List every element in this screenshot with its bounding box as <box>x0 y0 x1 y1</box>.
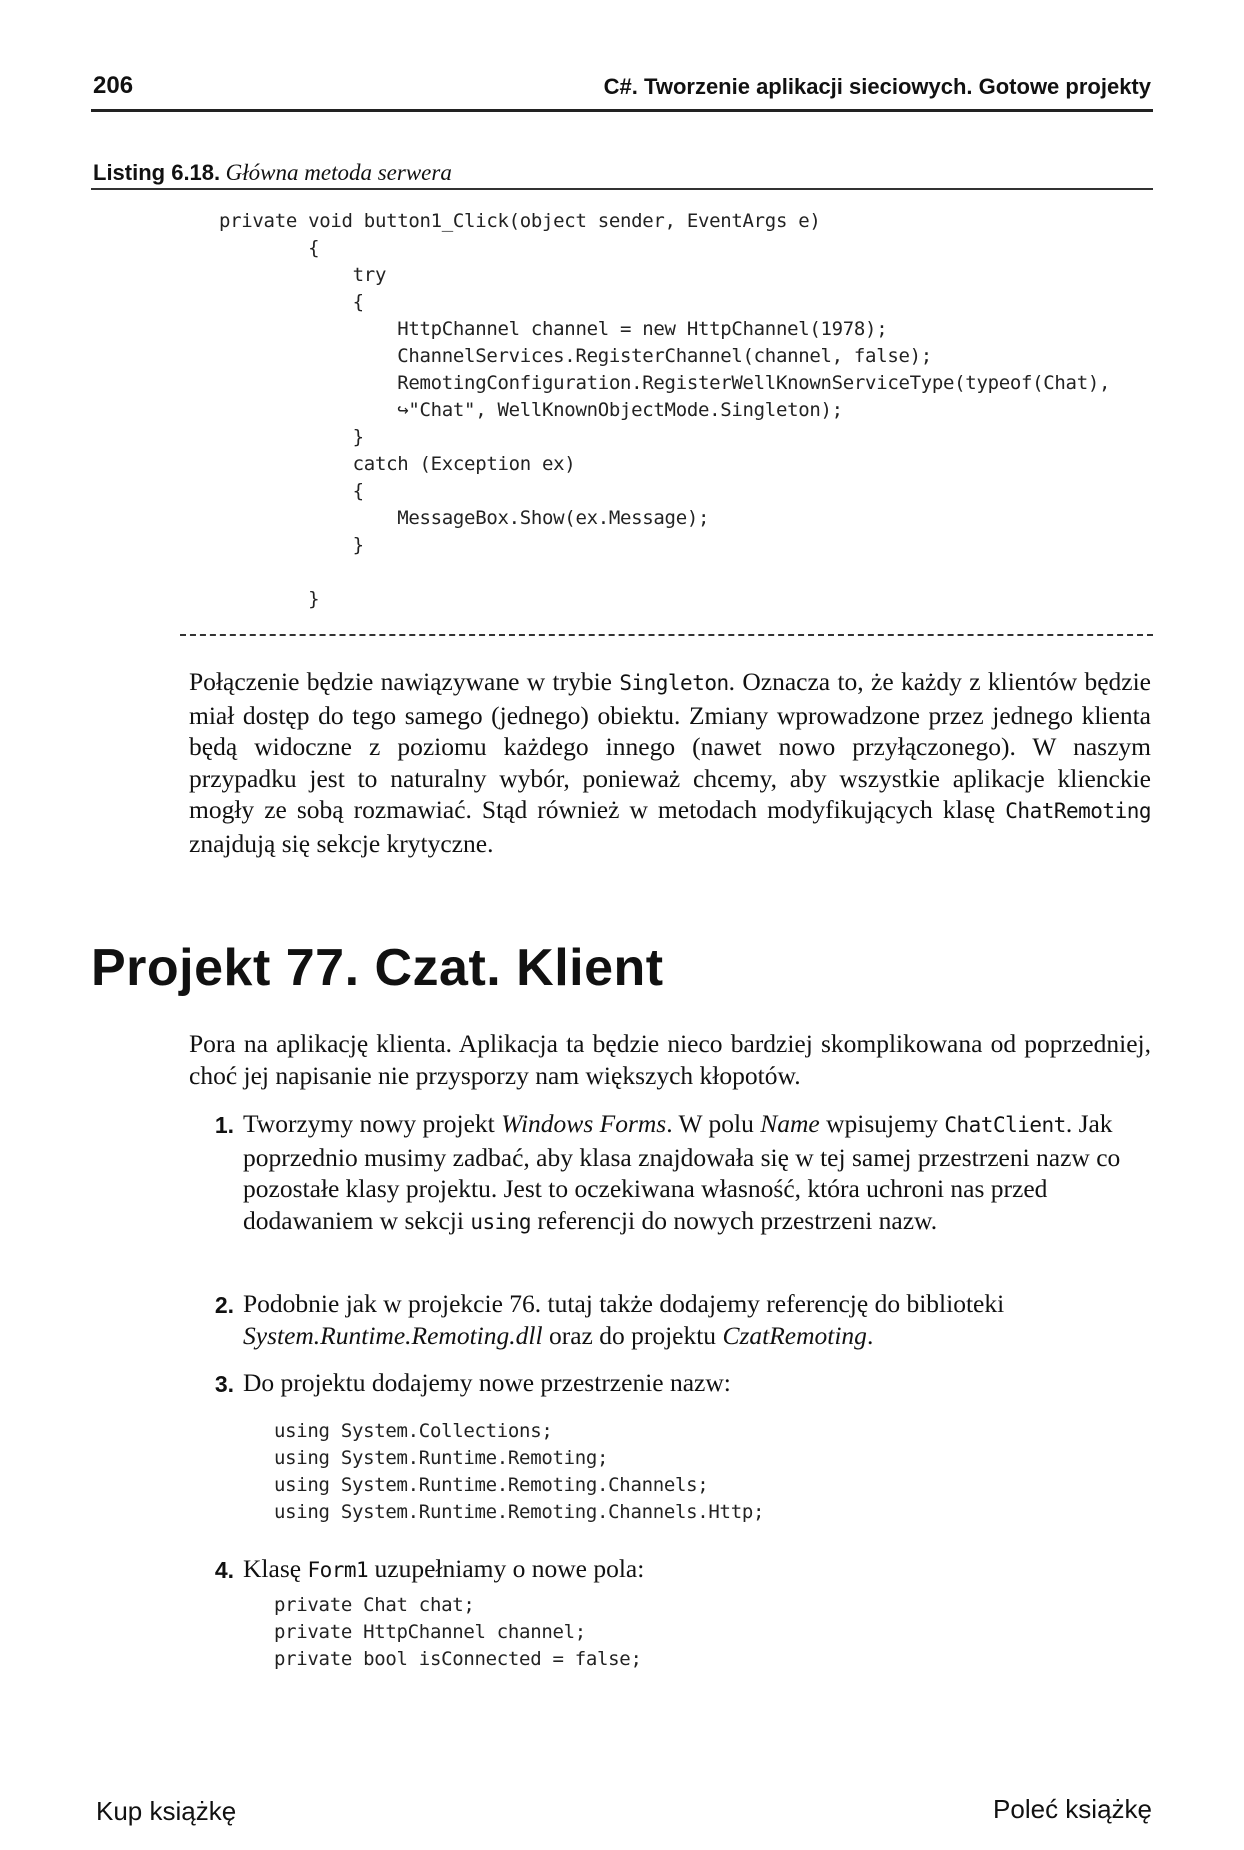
inline-code: ChatClient <box>944 1113 1066 1137</box>
step-number: 2. <box>214 1292 234 1318</box>
code-line: private Chat chat; <box>274 1594 475 1616</box>
step-text <box>243 1553 1123 1587</box>
code-line: using System.Runtime.Remoting.Channels.Http; <box>274 1501 765 1523</box>
inline-code: Form1 <box>307 1558 369 1582</box>
code-line: } <box>219 426 364 448</box>
emphasis: Name <box>760 1109 820 1138</box>
step-text <box>243 1288 1123 1351</box>
inline-code: Singleton <box>619 671 729 695</box>
text-run: oraz do projektu <box>542 1320 723 1350</box>
listing-rule-bottom <box>180 634 1153 636</box>
step-number: 4. <box>214 1557 234 1583</box>
text-run: wpisujemy <box>819 1109 945 1138</box>
code-line: private HttpChannel channel; <box>274 1621 586 1643</box>
text-run: uzupełniamy o nowe pola: <box>368 1554 645 1583</box>
body-paragraph <box>189 666 1151 859</box>
text-run: . W polu <box>666 1109 761 1138</box>
emphasis: System.Runtime.Remoting.dll <box>243 1320 543 1350</box>
text-run: Podobnie jak w projekcie 76. tutaj także dodajemy referencję do biblioteki <box>243 1289 1005 1318</box>
inline-code: using <box>470 1209 532 1234</box>
code-line: { <box>219 291 364 313</box>
code-line: using System.Collections; <box>274 1420 553 1442</box>
step-text: Do projektu dodajemy nowe przestrzenie nazw: <box>243 1368 731 1397</box>
code-line: using System.Runtime.Remoting; <box>274 1447 609 1469</box>
header-rule <box>91 109 1153 112</box>
code-line: private void button1_Click(object sender, EventArgs e) <box>219 210 821 232</box>
text-run: Połączenie będzie nawiązywane w trybie <box>189 667 620 696</box>
code-line: using System.Runtime.Remoting.Channels; <box>274 1474 709 1496</box>
code-line: HttpChannel channel = new HttpChannel(1978); <box>219 318 888 340</box>
text-run: . <box>866 1320 874 1350</box>
code-line: private bool isConnected = false; <box>274 1648 642 1670</box>
buy-book-link[interactable]: Kup książkę <box>96 1796 237 1826</box>
code-line: { <box>219 237 320 259</box>
code-line: { <box>219 480 364 502</box>
page-number: 206 <box>93 72 134 99</box>
text-run: Tworzymy nowy projekt <box>243 1109 502 1138</box>
step-text <box>243 1108 1123 1238</box>
step-number: 1. <box>214 1112 234 1138</box>
body-paragraph: Pora na aplikację klienta. Aplikacja ta będzie nieco bardziej skomplikowana od poprzedniej, choć jej napisanie nie przysporzy nam większych kłopotów. <box>189 1029 1151 1090</box>
inline-code: ChatRemoting <box>1005 799 1151 823</box>
text-run: referencji do nowych przestrzeni nazw. <box>531 1205 938 1235</box>
listing-label: Listing 6.18. <box>93 160 221 185</box>
recommend-book-link[interactable]: Poleć książkę <box>993 1794 1152 1824</box>
code-line: MessageBox.Show(ex.Message); <box>219 507 710 529</box>
listing-caption <box>93 160 452 186</box>
code-line: ↪"Chat", WellKnownObjectMode.Singleton); <box>219 399 843 421</box>
code-line: try <box>219 264 387 286</box>
code-line: RemotingConfiguration.RegisterWellKnownServiceType(typeof(Chat), <box>219 372 1111 394</box>
code-line: catch (Exception ex) <box>219 453 576 475</box>
listing-rule-top <box>91 188 1153 190</box>
text-run: Klasę <box>243 1554 308 1583</box>
section-heading: Projekt 77. Czat. Klient <box>91 939 664 997</box>
code-line: ChannelServices.RegisterChannel(channel, false); <box>219 345 932 367</box>
step-number: 3. <box>214 1371 234 1397</box>
text-run: . Oznacza to, że każdy z klientów będzie miał dostęp do tego samego (jednego) obiektu. Zmiany wprowadzone przez jednego klienta będą widoczne z poziomu każdego innego (nawet nowo przyłączonego). W naszym przypadku jest to naturalny wybór, ponieważ chcemy, aby wszystkie aplikacje klienckie mogły ze sobą rozmawiać. Stąd również w metodach modyfikujących klasę <box>189 667 1151 824</box>
emphasis: CzatRemoting <box>722 1320 867 1350</box>
emphasis: Windows Forms <box>501 1109 667 1138</box>
text-run: znajdują się sekcje krytyczne. <box>189 828 494 858</box>
listing-title: Główna metoda serwera <box>225 160 452 185</box>
running-title: C#. Tworzenie aplikacji sieciowych. Gotowe projekty <box>603 74 1151 99</box>
code-line: } <box>219 534 364 556</box>
text-run: . Jak poprzednio musimy zadbać, aby klasa znajdowała się w tej samej przestrzeni nazw co pozostałe klasy projektu. Jest to oczekiwana własność, która uchroni nas przed dodawaniem w sekcji <box>243 1109 1121 1235</box>
code-line: } <box>219 588 320 610</box>
